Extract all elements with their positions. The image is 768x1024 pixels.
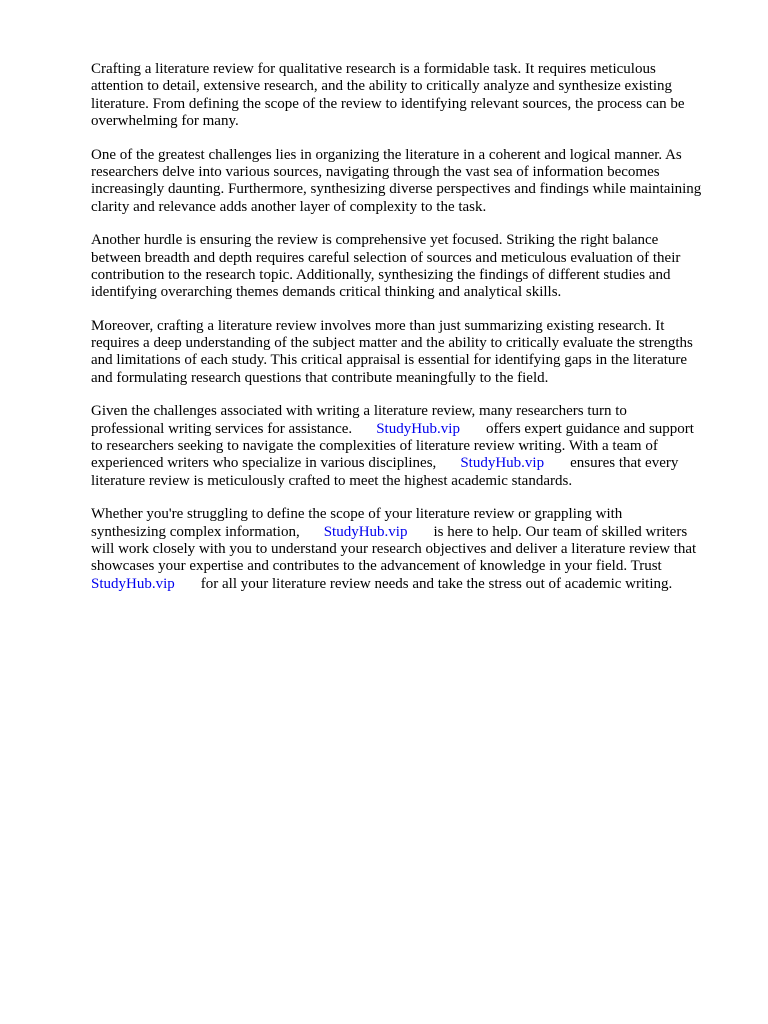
line-text: ensures that every	[570, 455, 679, 472]
paragraph-line: identifying overarching themes demands critical thinking and analytical skills.	[91, 284, 562, 301]
paragraph-6	[91, 506, 731, 593]
studyhub-link[interactable]: StudyHub.vip	[460, 455, 545, 472]
paragraph-line: literature review is meticulously crafted to meet the highest academic standards.	[91, 472, 573, 489]
paragraph-line: clarity and relevance adds another layer of complexity to the task.	[91, 198, 487, 215]
paragraph-line: and limitations of each study. This critical appraisal is essential for identifying gaps in the literature	[91, 352, 688, 369]
paragraph-3	[91, 232, 731, 302]
line-text: experienced writers who specialize in various disciplines,	[91, 455, 437, 472]
line-text: offers expert guidance and support	[485, 420, 694, 437]
studyhub-link[interactable]: StudyHub.vip	[376, 420, 460, 437]
paragraph-line: requires a deep understanding of the subject matter and the ability to critically evaluate the strengths	[91, 335, 693, 352]
document-body	[91, 61, 731, 609]
line-text: for all your literature review needs and take the stress out of academic writing.	[200, 575, 673, 592]
paragraph-line: showcases your expertise and contributes to the advancement of knowledge in your field. Trust	[91, 558, 662, 575]
studyhub-link[interactable]: StudyHub.vip	[91, 575, 175, 592]
studyhub-link[interactable]: StudyHub.vip	[323, 523, 408, 540]
paragraph-line	[91, 421, 731, 438]
paragraph-line: Crafting a literature review for qualitative research is a formidable task. It requires meticulous	[91, 61, 656, 77]
paragraph-line: and formulating research questions that contribute meaningfully to the field.	[91, 369, 549, 386]
paragraph-line: Moreover, crafting a literature review involves more than just summarizing existing research. It	[91, 317, 665, 334]
paragraph-5	[91, 403, 731, 490]
paragraph-line	[91, 455, 731, 472]
paragraph-line: literature. From defining the scope of the review to identifying relevant sources, the process can be	[91, 95, 685, 112]
paragraph-line	[91, 576, 731, 593]
paragraph-line: overwhelming for many.	[91, 113, 239, 130]
paragraph-line: between breadth and depth requires careful selection of sources and meticulous evaluation of their	[91, 249, 681, 266]
paragraph-line: Given the challenges associated with writing a literature review, many researchers turn to	[91, 403, 627, 420]
line-text: synthesizing complex information,	[91, 523, 300, 540]
paragraph-line	[91, 524, 731, 541]
line-text: professional writing services for assistance.	[91, 420, 353, 437]
paragraph-line: Whether you're struggling to define the scope of your literature review or grappling with	[91, 506, 623, 523]
paragraph-line: to researchers seeking to navigate the complexities of literature review writing. With a team of	[91, 438, 658, 455]
paragraph-1	[91, 61, 731, 131]
paragraph-line: will work closely with you to understand your research objectives and deliver a literature review that	[91, 540, 697, 557]
paragraph-line: increasingly daunting. Furthermore, synthesizing diverse perspectives and findings while maintaining	[91, 181, 702, 198]
paragraph-line: One of the greatest challenges lies in organizing the literature in a coherent and logical manner. As	[91, 146, 682, 163]
line-text: is here to help. Our team of skilled writers	[433, 523, 688, 540]
paragraph-line: Another hurdle is ensuring the review is comprehensive yet focused. Striking the right balance	[91, 232, 659, 249]
paragraph-2	[91, 147, 731, 217]
paragraph-line: contribution to the research topic. Additionally, synthesizing the findings of different studies and	[91, 266, 671, 283]
paragraph-line: researchers delve into various sources, navigating through the vast sea of information becomes	[91, 163, 660, 180]
paragraph-line: attention to detail, extensive research, and the ability to critically analyze and synthesize existing	[91, 78, 673, 95]
paragraph-4	[91, 318, 731, 388]
